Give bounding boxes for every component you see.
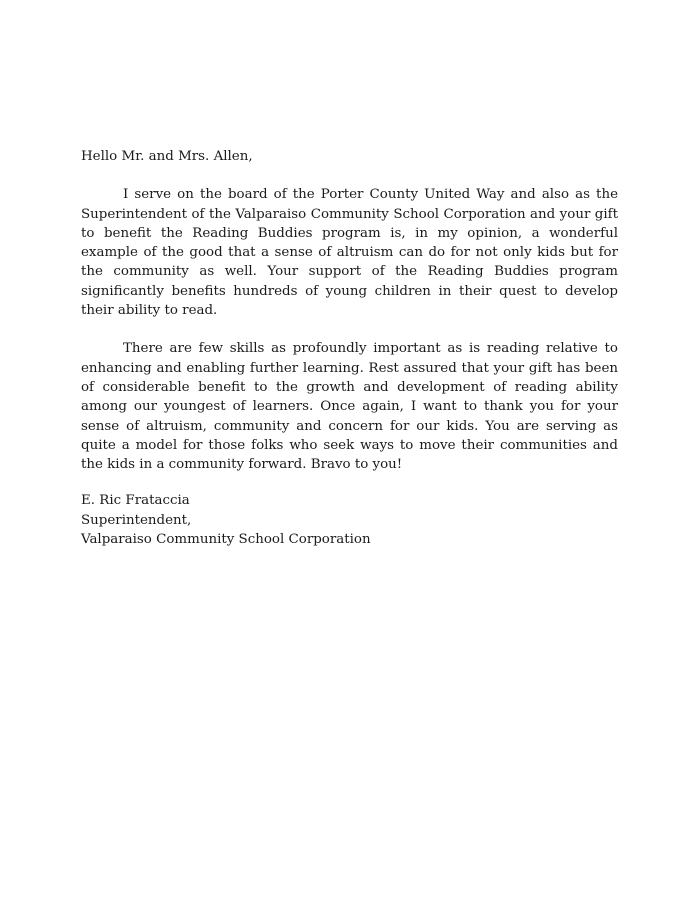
letter-body <box>81 147 618 549</box>
signature-name: E. Ric Frataccia <box>81 493 190 509</box>
signature-block <box>81 491 618 549</box>
signature-organization: Valparaiso Community School Corporation <box>81 532 371 548</box>
paragraph-2: There are few skills as profoundly important as is reading relative to enhancing and enabling further learning. Rest assured that your gift has been of considerable benefit to the growth and development of reading ability among our youngest of learners. Once again, I want to thank you for your sense of altruism, community and concern for our kids. You are serving as quite a model for those folks who seek ways to move their communities and the kids in a community forward. Bravo to you! <box>81 341 618 473</box>
paragraph-1: I serve on the board of the Porter County United Way and also as the Superintendent of the Valparaiso Community School Corporation and your gift to benefit the Reading Buddies program is, in my opinion, a wonderful example of the good that a sense of altruism can do for not only kids but for the community as well. Your support of the Reading Buddies program significantly benefits hundreds of young children in their quest to develop their ability to read. <box>81 187 618 319</box>
salutation: Hello Mr. and Mrs. Allen, <box>81 149 253 164</box>
signature-title: Superintendent, <box>81 512 192 528</box>
